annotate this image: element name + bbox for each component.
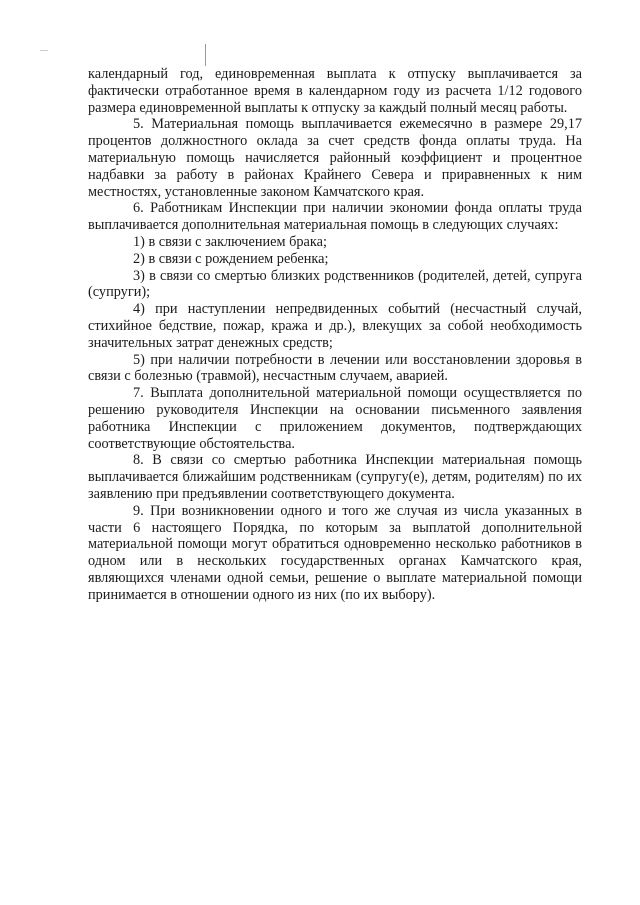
paragraph-continuation: календарный год, единовременная выплата к отпуску выплачивается за фактически отработанное время в календарном году из расчета 1/12 годового размера единовременной выплаты к отпуску за каждый полный месяц работы.	[88, 66, 582, 116]
list-item-4: 4) при наступлении непредвиденных событий (несчастный случай, стихийное бедствие, пожар, кража и др.), влекущих за собой необходимость значительных затрат денежных средств;	[88, 301, 582, 351]
paragraph-6: 6. Работникам Инспекции при наличии экономии фонда оплаты труда выплачивается дополнительная материальная помощь в следующих случаях:	[88, 200, 582, 234]
scan-mark-top	[205, 44, 206, 66]
list-item-3: 3) в связи со смертью близких родственников (родителей, детей, супруга (супруги);	[88, 267, 582, 301]
paragraph-7: 7. Выплата дополнительной материальной помощи осуществляется по решению руководителя Инспекции на основании письменного заявления работника Инспекции с приложением документов, подтверждающих соответствующие обстоятельства.	[88, 385, 582, 452]
document-body	[88, 66, 582, 604]
paragraph-8: 8. В связи со смертью работника Инспекции материальная помощь выплачивается ближайшим родственникам (супругу(е), детям, родителям) по их заявлению при предъявлении соответствующего документа.	[88, 452, 582, 502]
list-item-5: 5) при наличии потребности в лечении или восстановлении здоровья в связи с болезнью (травмой), несчастным случаем, аварией.	[88, 351, 582, 385]
paragraph-9: 9. При возникновении одного и того же случая из числа указанных в части 6 настоящего Порядка, по которым за выплатой дополнительной материальной помощи могут обратиться одновременно несколько работников в одном или в нескольких государственных органах Камчатского края, являющихся членами одной семьи, решение о выплате материальной помощи принимается в отношении одного из них (по их выбору).	[88, 502, 582, 603]
list-item-2: 2) в связи с рождением ребенка;	[133, 250, 329, 267]
paragraph-5: 5. Материальная помощь выплачивается ежемесячно в размере 29,17 процентов должностного оклада за счет средств фонда оплаты труда. На материальную помощь начисляется районный коэффициент и процентное надбавки за работу в районах Крайнего Севера и приравненных к ним местностях, установленные законом Камчатского края.	[88, 116, 582, 200]
scan-mark-left	[40, 50, 48, 51]
list-item-1: 1) в связи с заключением брака;	[133, 233, 327, 250]
